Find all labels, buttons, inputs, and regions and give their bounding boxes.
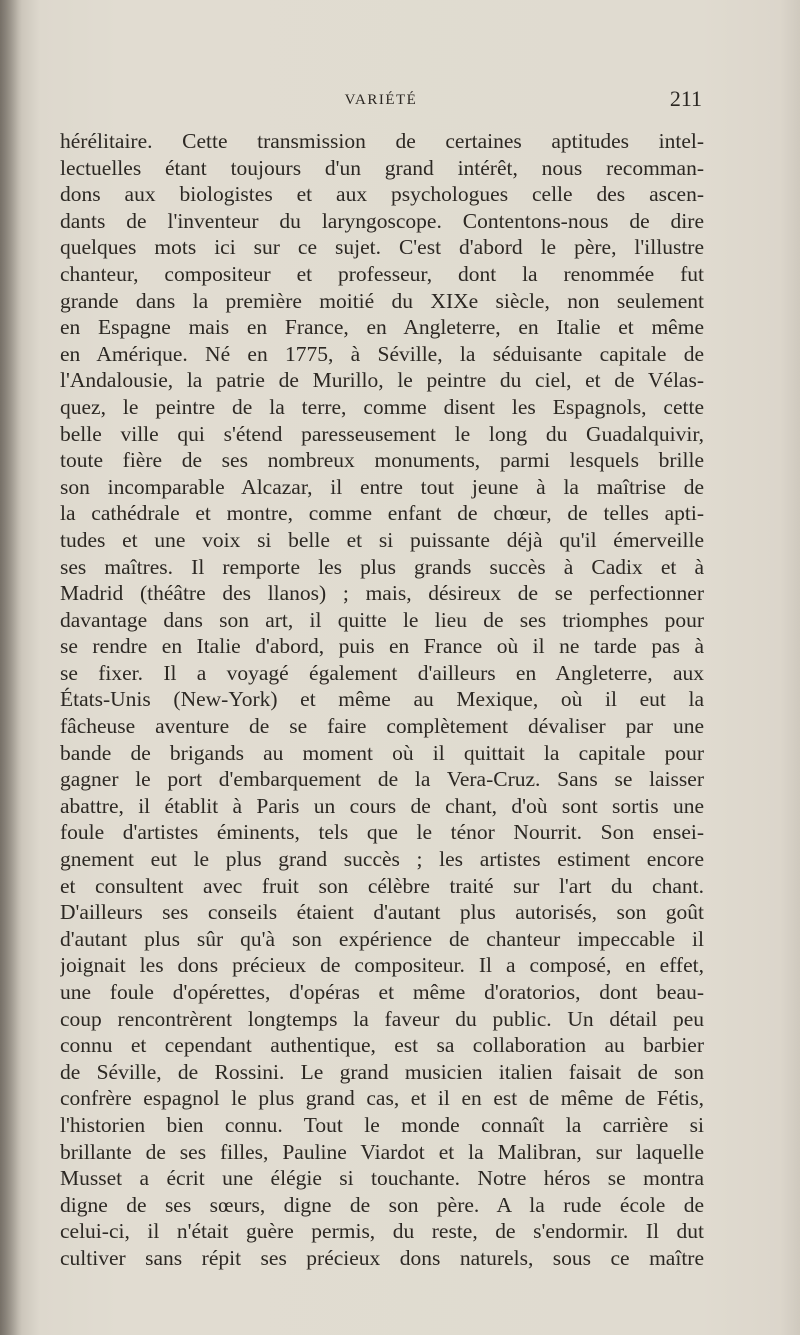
text-line: en Amérique. Né en 1775, à Séville, la séduisante capitale de	[60, 341, 704, 366]
text-line: bande de brigands au moment où il quittait la capitale pour	[60, 740, 704, 765]
text-line: en Espagne mais en France, en Angleterre, en Italie et même	[60, 315, 704, 340]
text-line: se rendre en Italie d'abord, puis en France où il ne tarde pas à	[60, 634, 704, 659]
text-line: fâcheuse aventure de se faire complètement dévaliser par une	[60, 714, 704, 739]
text-line: toute fière de ses nombreux monuments, parmi lesquels brille	[60, 448, 704, 473]
text-line: brillante de ses filles, Pauline Viardot et la Malibran, sur laquelle	[60, 1139, 704, 1164]
text-line: abattre, il établit à Paris un cours de chant, d'où sont sortis une	[60, 793, 704, 818]
text-line: la cathédrale et montre, comme enfant de chœur, de telles apti-	[60, 501, 704, 526]
spine-shadow	[0, 0, 22, 1335]
text-line: lectuelles étant toujours d'un grand intérêt, nous recomman-	[60, 155, 704, 180]
text-line: connu et cependant authentique, est sa collaboration au barbier	[60, 1033, 704, 1058]
text-line: Madrid (théâtre des llanos) ; mais, désireux de se perfectionner	[60, 581, 704, 606]
text-line: son incomparable Alcazar, il entre tout jeune à la maîtrise de	[60, 474, 704, 499]
text-line: cultiver sans répit ses précieux dons naturels, sous ce maître	[60, 1245, 704, 1270]
text-line: États-Unis (New-York) et même au Mexique, où il eut la	[60, 687, 704, 712]
text-line: quez, le peintre de la terre, comme disent les Espagnols, cette	[60, 394, 704, 419]
text-line: se fixer. Il a voyagé également d'ailleurs en Angleterre, aux	[60, 660, 704, 685]
text-line: de Séville, de Rossini. Le grand musicien italien faisait de son	[60, 1059, 704, 1084]
page-header	[60, 86, 702, 116]
text-line: ses maîtres. Il remporte les plus grands succès à Cadix et à	[60, 554, 704, 579]
text-line: quelques mots ici sur ce sujet. C'est d'abord le père, l'illustre	[60, 235, 704, 260]
body-text	[60, 128, 704, 1272]
text-line: tudes et une voix si belle et si puissante déjà qu'il émerveille	[60, 527, 704, 552]
text-line: hérélitaire. Cette transmission de certaines aptitudes intel-	[60, 129, 704, 153]
page-number: 211	[669, 86, 702, 111]
text-line: dants de l'inventeur du laryngoscope. Contentons-nous de dire	[60, 208, 704, 233]
text-line: l'Andalousie, la patrie de Murillo, le peintre du ciel, et de Vélas-	[60, 368, 704, 393]
text-line: celui-ci, il n'était guère permis, du reste, de s'endormir. Il dut	[60, 1219, 704, 1244]
text-line: belle ville qui s'étend paresseusement le long du Guadalquivir,	[60, 421, 704, 446]
text-line: chanteur, compositeur et professeur, dont la renommée fut	[60, 261, 704, 286]
text-line: l'historien bien connu. Tout le monde connaît la carrière si	[60, 1112, 704, 1137]
text-line: coup rencontrèrent longtemps la faveur du public. Un détail peu	[60, 1006, 704, 1031]
text-line: dons aux biologistes et aux psychologues celle des ascen-	[60, 182, 704, 207]
text-line: une foule d'opérettes, d'opéras et même d'oratorios, dont beau-	[60, 980, 704, 1004]
running-head: VARIÉTÉ	[344, 92, 418, 108]
text-line: grande dans la première moitié du XIXe siècle, non seulement	[60, 288, 704, 313]
text-line: d'autant plus sûr qu'à son expérience de chanteur impeccable il	[60, 926, 704, 951]
text-line: digne de ses sœurs, digne de son père. A la rude école de	[60, 1192, 704, 1217]
text-line: davantage dans son art, il quitte le lieu de ses triomphes pour	[60, 607, 704, 632]
text-line: foule d'artistes éminents, tels que le ténor Nourrit. Son ensei-	[60, 820, 704, 845]
text-line: D'ailleurs ses conseils étaient d'autant plus autorisés, son goût	[60, 900, 704, 925]
text-line: confrère espagnol le plus grand cas, et il en est de même de Fétis,	[60, 1086, 704, 1111]
text-line: Musset a écrit une élégie si touchante. Notre héros se montra	[60, 1166, 704, 1191]
text-line: joignait les dons précieux de compositeur. Il a composé, en effet,	[60, 953, 704, 978]
text-line: gagner le port d'embarquement de la Vera-Cruz. Sans se laisser	[60, 767, 704, 792]
text-line: et consultent avec fruit son célèbre traité sur l'art du chant.	[60, 873, 704, 898]
text-line: gnement eut le plus grand succès ; les artistes estiment encore	[60, 847, 704, 872]
